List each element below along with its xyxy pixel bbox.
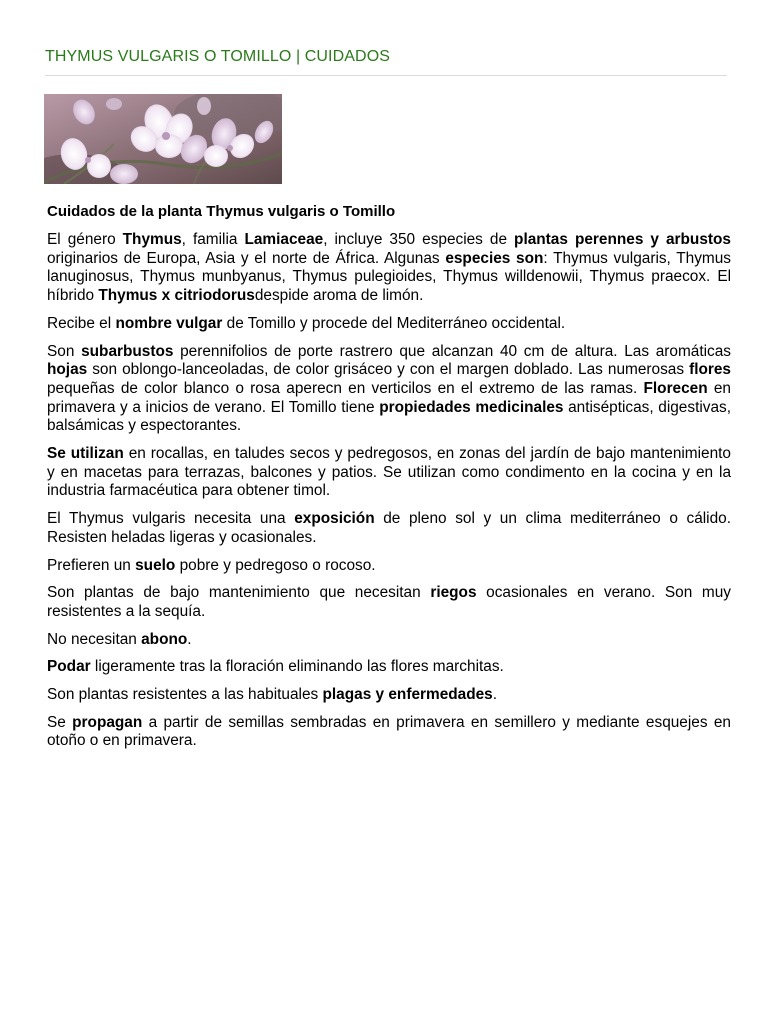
- bold-text: nombre vulgar: [115, 314, 223, 332]
- text-run: Son plantas de bajo mantenimiento que necesitan: [47, 584, 431, 602]
- text-run: Son: [47, 342, 82, 360]
- bold-text: suelo: [135, 556, 176, 574]
- article-heading: Cuidados de la planta Thymus vulgaris o Tomillo: [47, 203, 396, 220]
- paragraph: [47, 631, 731, 650]
- paragraph: [47, 510, 731, 547]
- text-run: No necesitan: [47, 630, 142, 648]
- paragraph: [47, 658, 731, 677]
- bold-text: flores: [689, 361, 731, 379]
- article-paragraphs: [47, 231, 731, 751]
- bold-text: Se utilizan: [47, 445, 124, 463]
- bold-text: hojas: [47, 361, 88, 379]
- text-run: son oblongo-lanceoladas, de color grisáceo y con el margen doblado. Las numerosas: [87, 361, 690, 379]
- paragraph: [47, 714, 731, 751]
- text-run: El género: [47, 231, 123, 248]
- text-run: en rocallas, en taludes secos y pedregosos, en zonas del jardín de bajo mantenimiento y en macetas para terrazas, balcones y patios. Se utilizan como condimento en la cocina y en la industria farmacéutica para obtener timol.: [47, 445, 731, 500]
- text-run: Recibe el: [47, 314, 116, 332]
- bold-text: Florecen: [643, 379, 708, 397]
- text-run: El Thymus vulgaris necesita una: [47, 510, 295, 528]
- text-run: de pleno sol y un clima mediterráneo o cálido. Resisten heladas ligeras y ocasionales.: [47, 510, 731, 546]
- text-run: Se: [47, 713, 73, 731]
- text-run: , familia: [181, 231, 245, 248]
- paragraph: [47, 231, 731, 306]
- text-run: pobre y pedregoso o rocoso.: [175, 556, 376, 574]
- bold-text: Lamiaceae: [244, 231, 324, 248]
- bold-text: Thymus x citriodorus: [98, 287, 255, 305]
- bold-text: riegos: [430, 584, 477, 602]
- text-run: despide aroma de limón.: [254, 287, 424, 305]
- text-run: ocasionales en verano. Son muy resistentes a la sequía.: [47, 584, 731, 620]
- text-run: antisépticas, digestivas, balsámicas y espectorantes.: [47, 398, 731, 435]
- bold-text: propagan: [72, 713, 143, 731]
- text-run: originarios de Europa, Asia y el norte de África. Algunas: [47, 249, 446, 267]
- text-run: perennifolios de porte rastrero que alcanzan 40 cm de altura. Las aromáticas: [173, 342, 731, 360]
- text-run: .: [492, 686, 498, 704]
- thyme-flowers-image: [44, 94, 282, 184]
- page-title: THYMUS VULGARIS O TOMILLO | CUIDADOS: [45, 48, 391, 65]
- paragraph: [47, 584, 731, 621]
- bold-text: propiedades medicinales: [379, 398, 564, 416]
- bold-text: plagas y enfermedades: [322, 686, 493, 704]
- paragraph: [47, 343, 731, 437]
- text-run: Prefieren un: [47, 556, 136, 574]
- text-run: ligeramente tras la floración eliminando las flores marchitas.: [90, 658, 504, 676]
- text-run: de Tomillo y procede del Mediterráneo occidental.: [222, 314, 566, 332]
- bold-text: plantas perennes y arbustos: [514, 231, 731, 248]
- paragraph: [47, 557, 731, 576]
- text-run: .: [187, 630, 192, 648]
- bold-text: subarbustos: [81, 342, 174, 360]
- text-run: : Thymus vulgaris, Thymus lanuginosus, Thymus munbyanus, Thymus pulegioides, Thymus willdenowii, Thymus praecox. El híbrido: [47, 249, 731, 305]
- text-run: pequeñas de color blanco o rosa aperecn en verticilos en el extremo de las ramas.: [47, 379, 644, 397]
- bold-text: especies son: [445, 249, 544, 267]
- text-run: a partir de semillas sembradas en primavera en semillero y mediante esquejes en otoño o en primavera.: [47, 713, 731, 750]
- paragraph: [47, 445, 731, 501]
- bold-text: Podar: [47, 658, 91, 676]
- text-run: Son plantas resistentes a las habituales: [47, 686, 323, 704]
- bold-text: exposición: [294, 510, 375, 528]
- title-divider: [45, 75, 727, 76]
- paragraph: [47, 315, 731, 334]
- bold-text: Thymus: [122, 231, 182, 248]
- paragraph: [47, 686, 731, 705]
- text-run: , incluye 350 especies de: [323, 231, 515, 248]
- text-run: en primavera y a inicios de verano. El Tomillo tiene: [47, 379, 731, 416]
- article-body: [47, 203, 731, 760]
- flower-illustration: [44, 94, 282, 184]
- bold-text: abono: [141, 630, 188, 648]
